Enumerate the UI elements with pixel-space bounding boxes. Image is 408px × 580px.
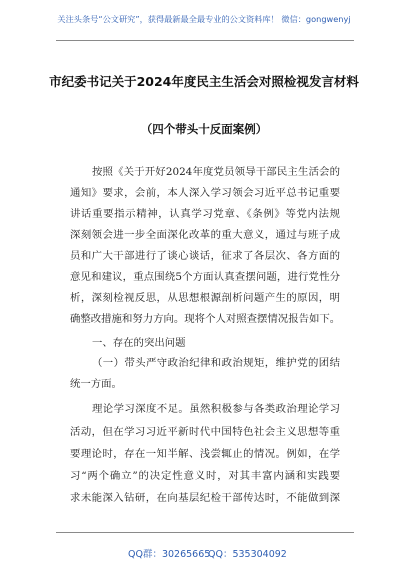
subsection-heading-line: （一）带头严守政治纪律和政治规矩，维护党的团结 xyxy=(92,357,340,369)
footer-qq-contact: QQ：535304092 xyxy=(208,549,287,560)
paragraph-line: 深刻领会进一步全面深化改革的重大意义，通过与班子成 xyxy=(70,229,340,241)
subsection-heading-line: 统一方面。 xyxy=(70,378,122,390)
footer-divider xyxy=(56,532,354,533)
section-heading: 一、存在的突出问题 xyxy=(92,337,186,349)
paragraph-line: 活动，但在学习习近平新时代中国特色社会主义思想等重 xyxy=(70,426,340,438)
paragraph-line: 理论学习深度不足。虽然积极参与各类政治理论学习 xyxy=(92,403,340,415)
paragraph-line: 要理论时，存在一知半解、浅尝辄止的情况。例如，在学 xyxy=(70,448,340,460)
paragraph-line: 确整改措施和努力方向。现将个人对照查摆情况报告如下。 xyxy=(70,313,341,325)
document-subtitle: （四个带头十反面案例） xyxy=(140,122,268,136)
header-divider xyxy=(56,40,354,41)
paragraph-line: 员和广大干部进行了谈心谈话，征求了各层次、各方面的 xyxy=(70,250,340,262)
paragraph-line: 析，深刻检视反思，从思想根源剖析问题产生的原因，明 xyxy=(70,292,340,304)
paragraph-line: 习“两个确立”的决定性意义时，对其丰富内涵和实践要 xyxy=(70,470,340,482)
paragraph-line: 求未能深入钻研，在向基层纪检干部传达时，不能做到深 xyxy=(70,492,340,504)
document-title: 市纪委书记关于2024年度民主生活会对照检视发言材料 xyxy=(49,74,359,89)
footer-qq-group: QQ群：30265665 xyxy=(128,549,211,560)
paragraph-line: 通知》要求，会前，本人深入学习领会习近平总书记重要 xyxy=(70,187,340,199)
paragraph-line: 讲话重要指示精神，认真学习党章、《条例》等党内法规 xyxy=(70,208,340,220)
paragraph-line: 按照《关于开好2024年度党员领导干部民主生活会的 xyxy=(92,166,340,178)
header-banner: 关注头条号“公文研究”，获得最新最全最专业的公文资料库！ 微信：gongwenyj xyxy=(57,14,351,24)
paragraph-line: 意见和建议，重点围绕5个方面认真查摆问题，进行党性分 xyxy=(70,271,340,283)
